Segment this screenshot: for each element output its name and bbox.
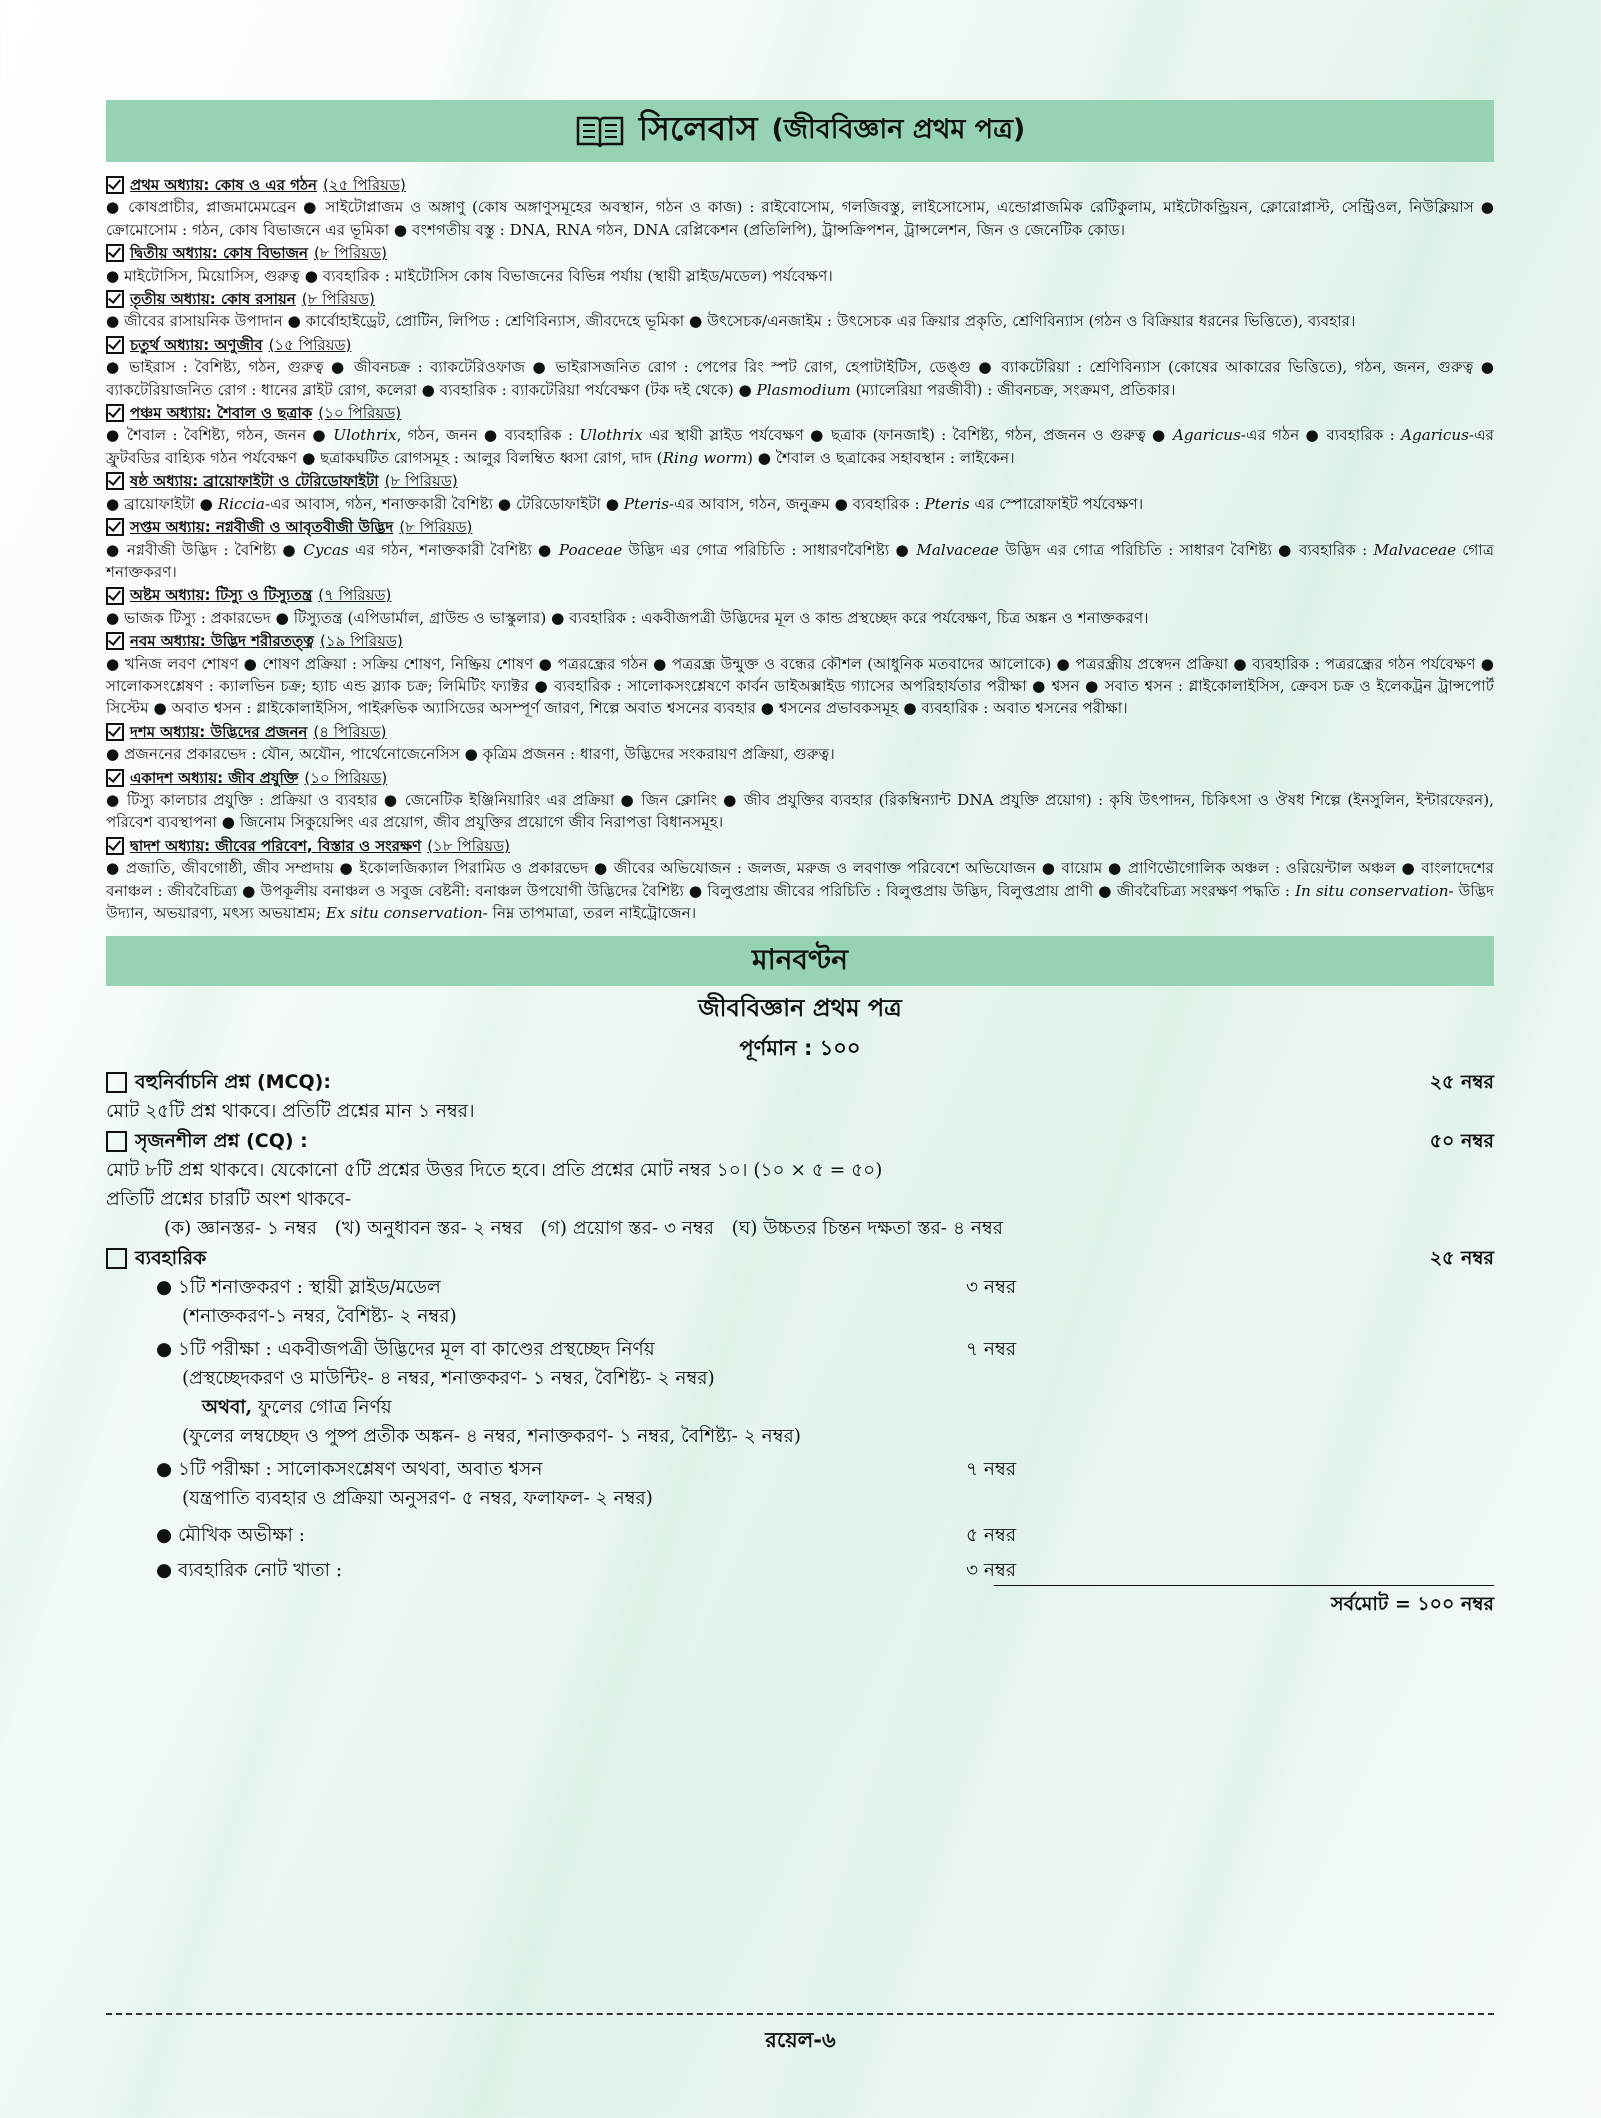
open-book-icon: [575, 114, 625, 148]
mcq-label: বহুনির্বাচনি প্রশ্ন (MCQ):: [135, 1071, 331, 1094]
practical-item-text: ● ১টি পরীক্ষা : সালোকসংশ্লেষণ অথবা, অবাত শ্বসন: [156, 1459, 543, 1481]
chapter-list: [106, 174, 1494, 924]
practical-item-marks: ৭ নম্বর: [966, 1459, 1017, 1481]
chapter-title: সপ্তম অধ্যায়: নগ্নবীজী ও আবৃতবীজী উদ্ভিদ: [130, 518, 394, 537]
chapter-period: (৮ পিরিয়ড): [399, 518, 473, 537]
practical-item: [106, 1335, 1494, 1364]
cq-parts-intro: প্রতিটি প্রশ্নের চারটি অংশ থাকবে-: [106, 1189, 352, 1211]
practical-item-sub: (যন্ত্রপাতি ব্যবহার ও প্রক্রিয়া অনুসরণ- ৫ নম্বর, ফলাফল- ২ নম্বর): [182, 1488, 653, 1510]
practical-item-text: ● ব্যবহারিক নোট খাতা :: [156, 1560, 343, 1582]
chapter-content: ● টিস্যু কালচার প্রযুক্তি : প্রক্রিয়া ও ব্যবহার ● জেনেটিক ইঞ্জিনিয়ারিং এর প্রক্রিয়া ● জিন ক্লোনিং ● জীব প্রযুক্তির ব্যবহার (রিকম্বিন্যান্ট DNA প্রযুক্তি প্রয়োগ) : কৃষি উৎপাদন, চিকিৎসা ও ঔষধ শিল্পে (ইনসুলিন, ইন্টারফেরন), পরিবেশ ব্যবস্থাপনা ● জিনোম সিকুয়েন্সিং এর প্রয়োগ, জীব প্রযুক্তির প্রয়োগে জীব নিরাপত্তা বিধানসমূহ।: [106, 790, 1494, 832]
practical-marks: ২৫ নম্বর: [1429, 1247, 1494, 1270]
full-marks: পূর্ণমান : ১০০: [739, 1036, 861, 1061]
practical-list: [106, 1273, 1494, 1589]
chapter-period: (১৯ পিরিয়ড): [319, 632, 403, 651]
checked-box-icon: [106, 723, 124, 741]
chapter-period: (৮ পিরিয়ড): [384, 472, 458, 491]
checked-box-icon: [106, 632, 124, 650]
practical-item-text: ● ১টি শনাক্তকরণ : স্থায়ী স্লাইড/মডেল: [156, 1277, 441, 1299]
chapter-content: ● নগ্নবীজী উদ্ভিদ : বৈশিষ্ট্য ● Cycas এর গঠন, শনাক্তকারী বৈশিষ্ট্য ● Poaceae উদ্ভিদ এর গোত্র পরিচিতি : সাধারণবৈশিষ্ট্য ● Malvaceae উদ্ভিদ এর গোত্র পরিচিতি : সাধারণ বৈশিষ্ট্য ● ব্যবহারিক : Malvaceae গোত্র শনাক্তকরণ।: [106, 540, 1494, 581]
alternative-or: অথবা,: [202, 1397, 253, 1419]
chapter-heading: [106, 584, 1494, 606]
distribution-paper-title: জীববিজ্ঞান প্রথম পত্র: [698, 994, 902, 1023]
checked-box-icon: [106, 176, 124, 194]
practical-item-text: ● ১টি পরীক্ষা : একবীজপত্রী উদ্ভিদের মূল বা কাণ্ডের প্রস্থচ্ছেদ নির্ণয়: [156, 1339, 655, 1361]
chapter-content: ● ভাইরাস : বৈশিষ্ট্য, গঠন, গুরুত্ব ● জীবনচক্র : ব্যাকটেরিওফাজ ● ভাইরাসজনিত রোগ : পেপের রিং স্পট রোগ, হেপাটাইটিস, ডেঙ্গু ● ব্যাকটেরিয়া : শ্রেণিবিন্যাস (কোষের আকারের ভিত্তিতে), গঠন, জনন, গুরুত্ব ● ব্যাকটেরিয়াজনিত রোগ : ধানের ব্লাইট রোগ, কলেরা ● ব্যবহারিক : ব্যাকটেরিয়া পর্যবেক্ষণ (টক দই থেকে) ● Plasmodium (ম্যালেরিয়া পরজীবী) : জীবনচক্র, সংক্রমণ, প্রতিকার।: [106, 358, 1494, 399]
practical-item-sub: (প্রস্থচ্ছেদকরণ ও মাউন্টিং- ৪ নম্বর, শনাক্তকরণ- ১ নম্বর, বৈশিষ্ট্য- ২ নম্বর): [182, 1368, 715, 1390]
chapter-title: পঞ্চম অধ্যায়: শৈবাল ও ছত্রাক: [130, 404, 313, 423]
chapter-period: (১০ পিরিয়ড): [304, 768, 388, 787]
chapter-content: ● শৈবাল : বৈশিষ্ট্য, গঠন, জনন ● Ulothrix, গঠন, জনন ● ব্যবহারিক : Ulothrix এর স্থায়ী স্লাইড পর্যবেক্ষণ ● ছত্রাক (ফানজাই) : বৈশিষ্ট্য, গঠন, প্রজনন ও গুরুত্ব ● Agaricus-এর গঠন ● ব্যবহারিক : Agaricus-এর ফ্রুটবডির বাহ্যিক গঠন পর্যবেক্ষণ ● ছত্রাকঘটিত রোগসমূহ : আলুর বিলম্বিত ধ্বসা রোগ, দাদ (Ring worm) ● শৈবাল ও ছত্রাকের সহাবস্থান : লাইকেন।: [106, 426, 1495, 467]
chapter-content: ● খনিজ লবণ শোষণ ● শোষণ প্রক্রিয়া : সক্রিয় শোষণ, নিষ্ক্রিয় শোষণ ● পত্ররন্ধ্রের গঠন ● পত্ররন্ধ্র উন্মুক্ত ও বন্ধের কৌশল (আধুনিক মতবাদের আলোকে) ● পত্ররন্ধ্রীয় প্রস্বেদন প্রক্রিয়া ● ব্যবহারিক : পত্ররন্ধ্রের গঠন পর্যবেক্ষণ ● সালোকসংশ্লেষণ : ক্যালভিন চক্র; হ্যাচ এন্ড স্ল্যাক চক্র; লিমিটিং ফ্যাক্টর ● ব্যবহারিক : সালোকসংশ্লেষণে কার্বন ডাইঅক্সাইড গ্যাসের অপরিহার্যতার পরীক্ষা ● শ্বসন ● সবাত শ্বসন : গ্লাইকোলাইসিস, ক্রেবস চক্র ও ইলেকট্রন ট্রান্সপোর্ট সিস্টেম ● অবাত শ্বসন : গ্লাইকোলাইসিস, পাইরুভিক অ্যাসিডের অসম্পূর্ণ জারণ, শিল্পে অবাত শ্বসনের ব্যবহার ● শ্বসনের প্রভাবকসমূহ ● ব্যবহারিক : অবাত শ্বসনের পরীক্ষা।: [106, 654, 1494, 718]
checked-box-icon: [106, 837, 124, 855]
syllabus-banner: [106, 100, 1494, 162]
checked-box-icon: [106, 244, 124, 262]
mcq-row: [106, 1067, 1494, 1097]
chapter-period: (৪ পিরিয়ড): [313, 722, 387, 741]
practical-item: [106, 1556, 1494, 1585]
chapter-period: (২৫ পিরিয়ড): [323, 176, 406, 194]
practical-item-sub: (শনাক্তকরণ-১ নম্বর, বৈশিষ্ট্য- ২ নম্বর): [182, 1306, 457, 1328]
chapter-title: দ্বিতীয় অধ্যায়: কোষ বিভাজন: [130, 244, 308, 263]
chapter-heading: [106, 470, 1494, 492]
practical-item-text: ● মৌখিক অভীক্ষা :: [156, 1525, 305, 1547]
page-footer: রয়েল-৬: [765, 2028, 836, 2052]
chapter-heading: [106, 288, 1494, 310]
chapter-period: (৭ পিরিয়ড): [318, 586, 392, 605]
chapter-heading: [106, 402, 1494, 424]
practical-item: [106, 1455, 1494, 1484]
checkbox-icon: [106, 1131, 127, 1152]
practical-label: ব্যবহারিক: [135, 1247, 207, 1270]
practical-row: [106, 1243, 1494, 1273]
practical-alternative-sub: (ফুলের লম্বচ্ছেদ ও পুষ্প প্রতীক অঙ্কন- ৪ নম্বর, শনাক্তকরণ- ১ নম্বর, বৈশিষ্ট্য- ২ নম্বর): [182, 1426, 802, 1448]
chapter-content: ● প্রজননের প্রকারভেদ : যৌন, অযৌন, পার্থেনোজেনেসিস ● কৃত্রিম প্রজনন : ধারণা, উদ্ভিদের সংকরায়ণ প্রক্রিয়া, গুরুত্ব।: [106, 745, 835, 764]
checked-box-icon: [106, 404, 124, 422]
chapter-heading: [106, 242, 1494, 264]
cq-row: [106, 1126, 1494, 1156]
chapter-heading: [106, 721, 1494, 743]
practical-item: [106, 1521, 1494, 1550]
practical-item-marks: ৭ নম্বর: [966, 1339, 1017, 1361]
syllabus-page: [106, 100, 1494, 1619]
practical-item-marks: ৩ নম্বর: [966, 1277, 1017, 1299]
chapter-title: নবম অধ্যায়: উদ্ভিদ শরীরতত্ত্ব: [130, 632, 314, 651]
chapter-title: ষষ্ঠ অধ্যায়: ব্রায়োফাইটা ও টেরিডোফাইটা: [130, 472, 379, 491]
chapter-content: ● মাইটোসিস, মিয়োসিস, গুরুত্ব ● ব্যবহারিক : মাইটোসিস কোষ বিভাজনের বিভিন্ন পর্যায় (স্থায়ী স্লাইড/মডেল) পর্যবেক্ষণ।: [106, 266, 833, 285]
practical-alternative: [106, 1393, 1494, 1422]
checkbox-icon: [106, 1072, 127, 1093]
chapter-period: (১০ পিরিয়ড): [318, 404, 402, 423]
checked-box-icon: [106, 472, 124, 490]
cq-marks: ৫০ নম্বর: [1429, 1130, 1494, 1153]
chapter-title: একাদশ অধ্যায়: জীব প্রযুক্তি: [130, 768, 299, 787]
chapter-content: ● ভাজক টিস্যু : প্রকারভেদ ● টিস্যুতন্ত্র (এপিডার্মাল, গ্রাউন্ড ও ভাস্কুলার) ● ব্যবহারিক : একবীজপত্রী উদ্ভিদের মূল ও কান্ড প্রস্থচ্ছেদ করে পর্যবেক্ষণ, চিত্র অঙ্কন ও শনাক্তকরণ।: [106, 608, 1149, 627]
chapter-period: (১৫ পিরিয়ড): [268, 335, 352, 354]
chapter-title: চতুর্থ অধ্যায়: অণুজীব: [130, 335, 263, 354]
chapter-content: ● কোষপ্রাচীর, প্লাজমামেমব্রেন ● সাইটোপ্লাজম ও অঙ্গাণু (কোষ অঙ্গাণুসমূহের অবস্থান, গঠন ও কাজ) : রাইবোসোম, গলজিবস্তু, লাইসোসোম, এন্ডোপ্লাজমিক রেটিকুলাম, মাইটোকন্ড্রিয়ন, ক্লোরোপ্লাস্ট, সেন্ট্রিওল, নিউক্লিয়াস ● ক্রোমোসোম : গঠন, কোষ বিভাজনে এর ভূমিকা ● বংশগতীয় বস্তু : DNA, RNA গঠন, DNA রেপ্লিকেশন (প্রতিলিপি), ট্রান্সক্রিপশন, ট্রান্সলেশন, জিন ও জেনেটিক কোড।: [106, 198, 1494, 239]
mcq-marks: ২৫ নম্বর: [1429, 1071, 1494, 1094]
cq-description: মোট ৮টি প্রশ্ন থাকবে। যেকোনো ৫টি প্রশ্নের উত্তর দিতে হবে। প্রতি প্রশ্নের মোট নম্বর ১০। (১০ × ৫ = ৫০): [106, 1160, 883, 1182]
page-title: সিলেবাস: [638, 109, 758, 148]
checked-box-icon: [106, 290, 124, 308]
checked-box-icon: [106, 769, 124, 787]
chapter-heading: [106, 767, 1494, 789]
alternative-text: ফুলের গোত্র নির্ণয়: [258, 1397, 392, 1419]
mcq-description: মোট ২৫টি প্রশ্ন থাকবে। প্রতিটি প্রশ্নের মান ১ নম্বর।: [106, 1101, 475, 1123]
practical-item-marks: ৫ নম্বর: [966, 1525, 1017, 1547]
total-divider: [994, 1585, 1494, 1586]
chapter-period: (১৮ পিরিয়ড): [427, 836, 511, 855]
chapter-period: (৮ পিরিয়ড): [301, 290, 375, 309]
chapter-content: ● প্রজাতি, জীবগোষ্ঠী, জীব সম্প্রদায় ● ইকোলজিক্যাল পিরামিড ও প্রকারভেদ ● জীবের অভিযোজন : জলজ, মরুজ ও লবণাক্ত পরিবেশে অভিযোজন ● বায়োম ● প্রাণিভৌগোলিক অঞ্চল : ওরিয়েন্টাল অঞ্চল ● বাংলাদেশের বনাঞ্চল : জীববৈচিত্র্য ● উপকূলীয় বনাঞ্চল ও সবুজ বেষ্টনী: বনাঞ্চল উপযোগী উদ্ভিদের বৈশিষ্ট্য ● বিলুপ্তপ্রায় জীবের পরিচিতি : বিলুপ্তপ্রায় উদ্ভিদ, বিলুপ্তপ্রায় প্রাণী ● জীববৈচিত্র্য সংরক্ষণ পদ্ধতি : In situ conservation- উদ্ভিদ উদ্যান, অভয়ারণ্য, মৎস্য অভয়াশ্রম; Ex situ conservation- নিম্ন তাপমাত্রা, তরল নাইট্রোজেন।: [106, 859, 1494, 922]
chapter-title: অষ্টম অধ্যায়: টিস্যু ও টিস্যুতন্ত্র: [130, 586, 313, 605]
chapter-heading: [106, 334, 1494, 356]
chapter-content: ● জীবের রাসায়নিক উপাদান ● কার্বোহাইড্রেট, প্রোটিন, লিপিড : শ্রেণিবিন্যাস, জীবদেহে ভূমিকা ● উৎসেচক/এনজাইম : উৎসেচক এর ক্রিয়ার প্রকৃতি, শ্রেণিবিন্যাস (গঠন ও বিক্রিয়ার ধরনের ভিত্তিতে), ব্যবহার।: [106, 312, 1356, 331]
checked-box-icon: [106, 518, 124, 536]
chapter-content: ● ব্রায়োফাইটা ● Riccia-এর আবাস, গঠন, শনাক্তকারী বৈশিষ্ট্য ● টেরিডোফাইটা ● Pteris-এর আবাস, গঠন, জনুক্রম ● ব্যবহারিক : Pteris এর স্পোরোফাইট পর্যবেক্ষণ।: [106, 494, 1144, 513]
distribution-heading: মানবণ্টন: [106, 936, 1494, 986]
chapter-heading: [106, 835, 1494, 857]
chapter-period: (৮ পিরিয়ড): [313, 244, 388, 263]
cq-parts: (ক) জ্ঞানস্তর- ১ নম্বর (খ) অনুধাবন স্তর- ২ নম্বর (গ) প্রয়োগ স্তর- ৩ নম্বর (ঘ) উচ্চতর চিন্তন দক্ষতা স্তর- ৪ নম্বর: [164, 1218, 1003, 1240]
chapter-heading: [106, 630, 1494, 652]
checked-box-icon: [106, 336, 124, 354]
grand-total: সর্বমোট = ১০০ নম্বর: [1331, 1593, 1494, 1616]
practical-item: [106, 1273, 1494, 1302]
cq-label: সৃজনশীল প্রশ্ন (CQ) :: [135, 1130, 308, 1153]
practical-item-marks: ৩ নম্বর: [966, 1560, 1017, 1582]
chapter-title: তৃতীয় অধ্যায়: কোষ রসায়ন: [130, 290, 296, 309]
chapter-title: দ্বাদশ অধ্যায়: জীবের পরিবেশ, বিস্তার ও সংরক্ষণ: [130, 836, 422, 855]
footer-divider: [106, 2013, 1494, 2015]
chapter-title: দশম অধ্যায়: উদ্ভিদের প্রজনন: [130, 722, 308, 741]
page-subtitle: (জীববিজ্ঞান প্রথম পত্র): [771, 113, 1026, 145]
checked-box-icon: [106, 587, 124, 605]
chapter-heading: [106, 516, 1494, 538]
chapter-title: প্রথম অধ্যায়: কোষ ও এর গঠন: [130, 176, 317, 194]
chapter-heading: [106, 174, 1494, 196]
checkbox-icon: [106, 1248, 127, 1269]
